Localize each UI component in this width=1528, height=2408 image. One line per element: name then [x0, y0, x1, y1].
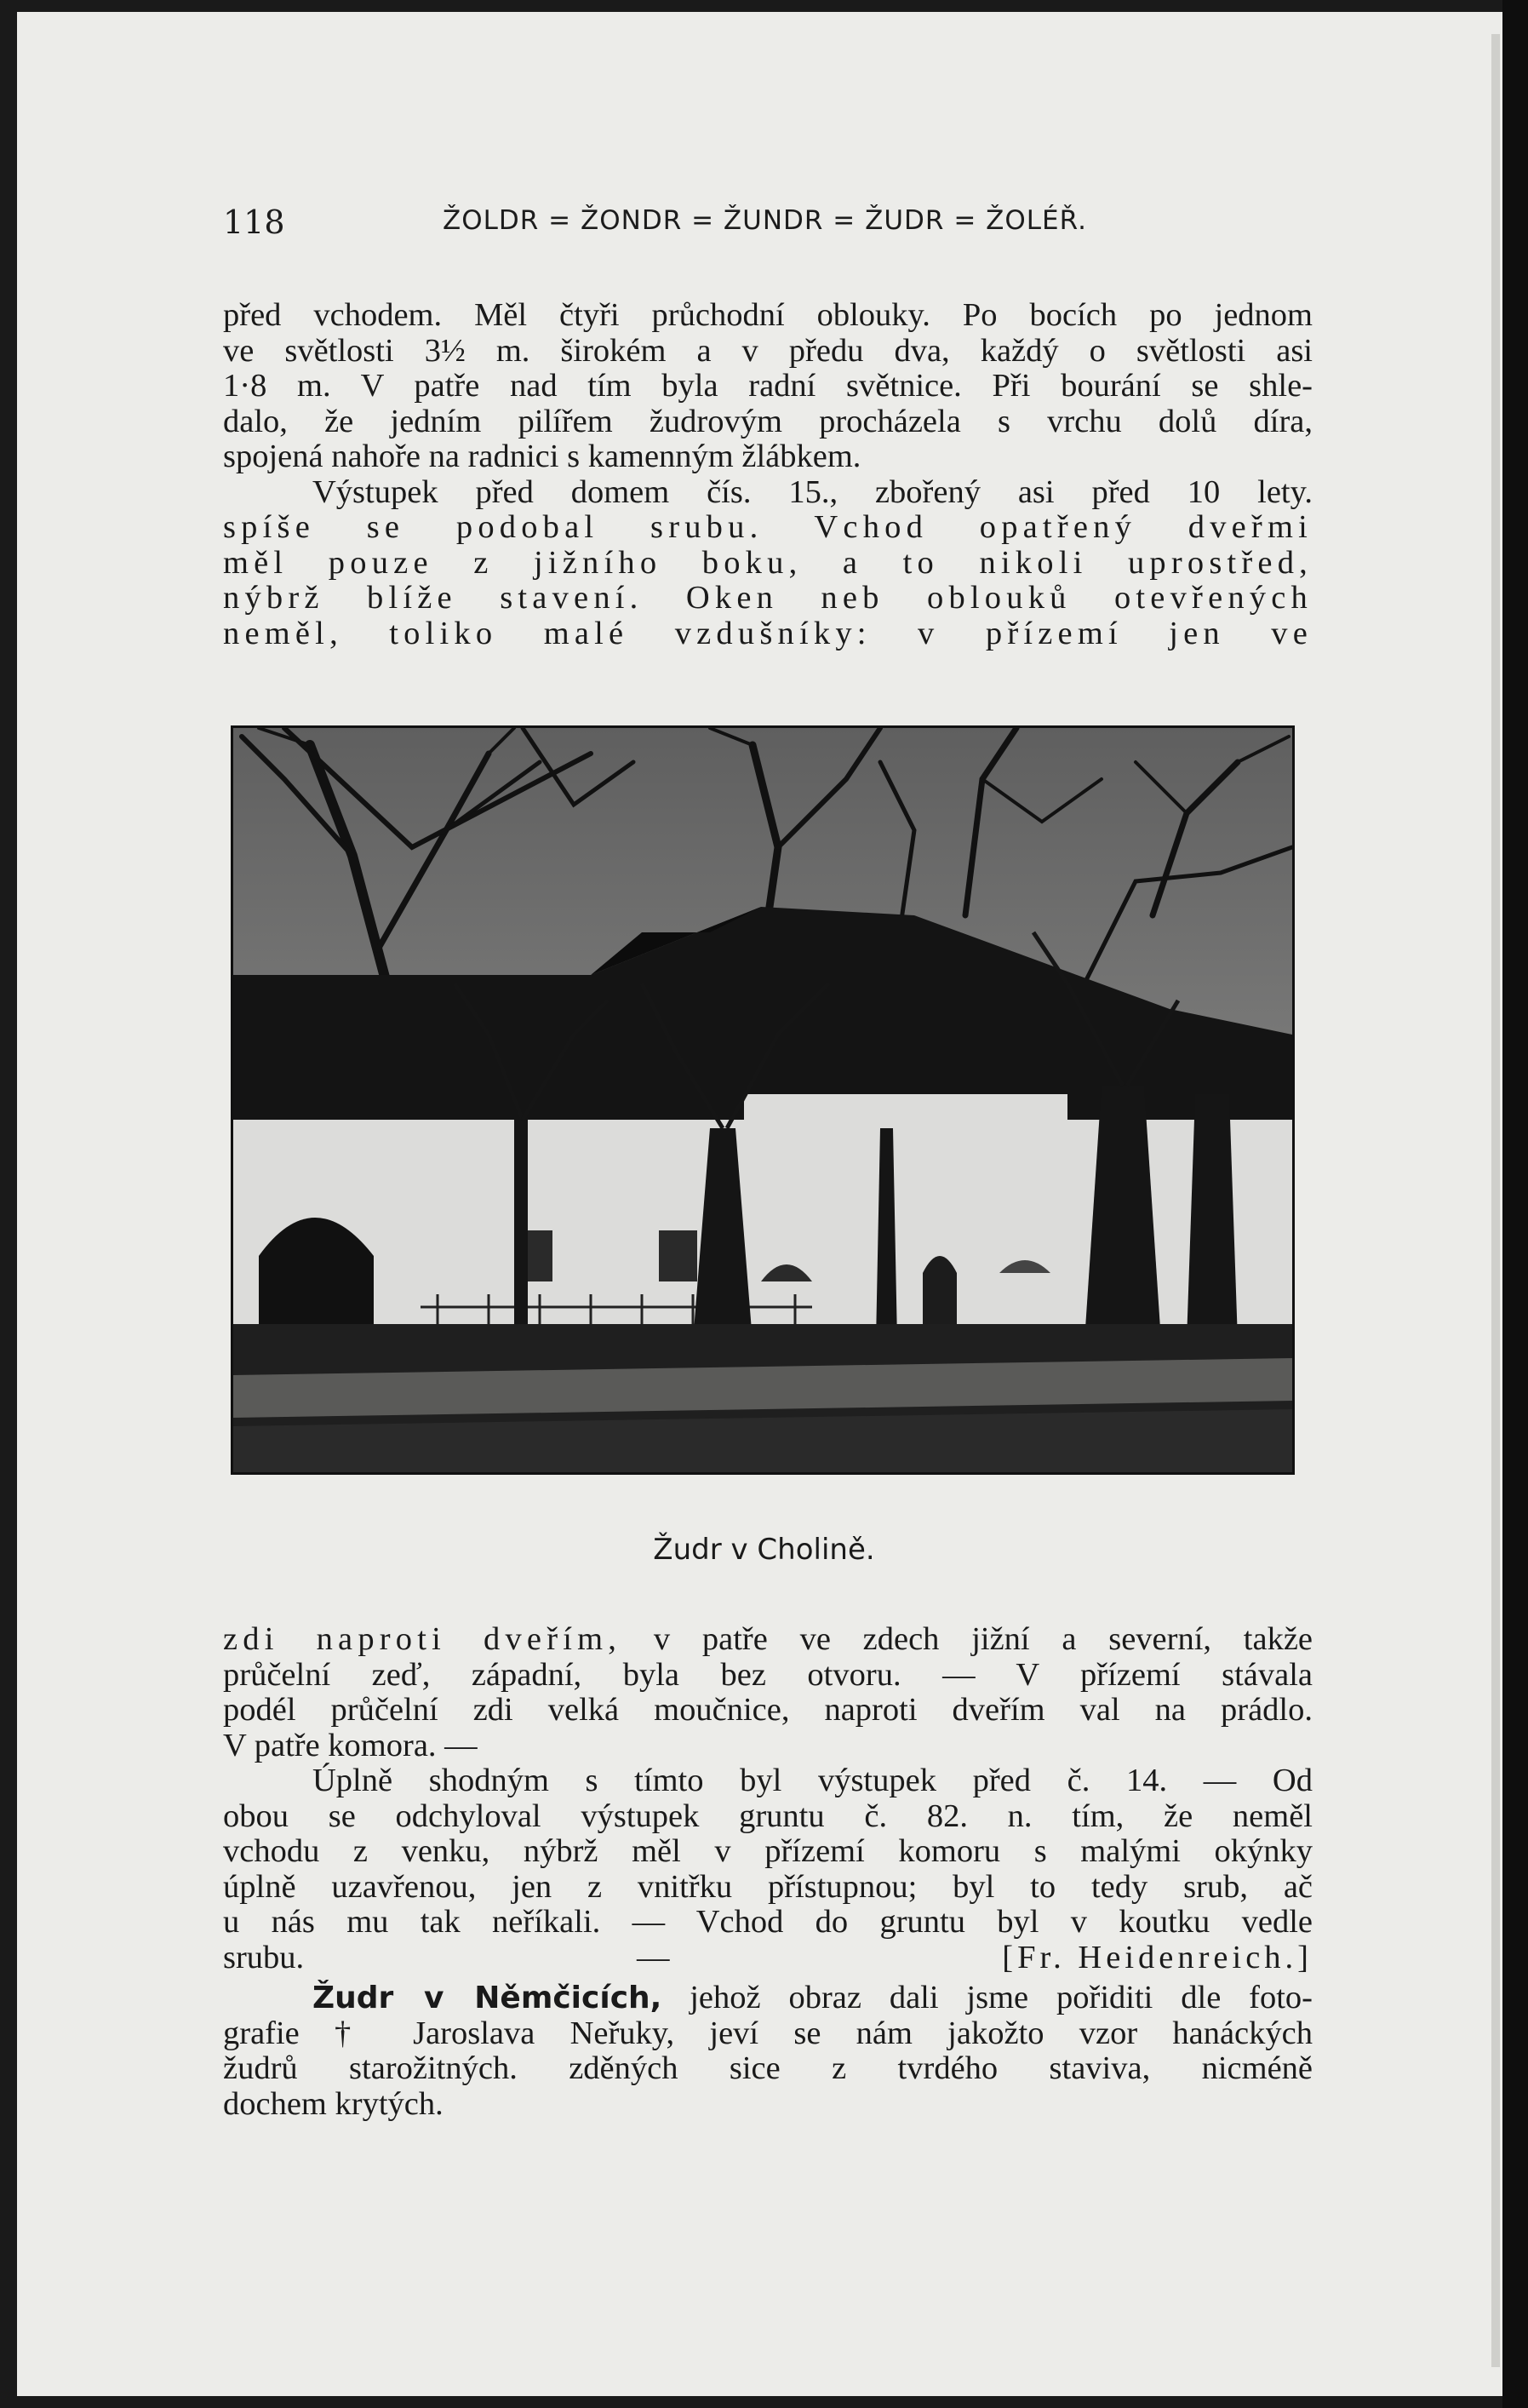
text-span: jehož obraz dali jsme pořiditi dle foto- [690, 1980, 1313, 2015]
text-line-spaced: spíše se podobal srubu. Vchod opatřený dveřmi [223, 509, 1313, 545]
text-line: dochem krytých. [223, 2085, 444, 2122]
text-line: obou se odchyloval výstupek gruntu č. 82. n. tím, že neměl [223, 1797, 1313, 1834]
text-line: V patře komora. — [223, 1727, 478, 1763]
page-edge-strip [1491, 34, 1500, 2367]
text-line: grafie † Jaroslava Neřuky, jeví se nám jakožto vzor hanáckých [223, 2015, 1313, 2051]
text-line [223, 1981, 1313, 2016]
spaced-text: zdi naproti dveřím, [223, 1621, 622, 1657]
text-line: před vchodem. Měl čtyři průchodní oblouky. Po bocích po jednom [223, 297, 1313, 333]
text-line-spaced: neměl, toliko malé vzdušníky: v přízemí jen ve [223, 615, 1313, 651]
photo-illustration [233, 728, 1292, 1472]
bold-heading: Žudr v Němčicích, [312, 1981, 662, 2015]
text-span: v patře ve zdech jižní a severní, takže [653, 1621, 1313, 1657]
text-line: spojená nahoře na radnici s kamenným žlábkem. [223, 439, 861, 474]
text-line: Úplně shodným s tímto byl výstupek před č. 14. — Od [312, 1763, 1313, 1798]
text-line-spaced: měl pouze z jižního boku, a to nikoli uprostřed, [223, 544, 1313, 581]
text-line: žudrů starožitných. zděných sice z tvrdého staviva, nicméně [223, 2050, 1313, 2086]
text-line: Výstupek před domem čís. 15., zbořený asi před 10 lety. [312, 473, 1313, 510]
text-line: 1·8 m. V patře nad tím byla radní světnice. Při bourání se shle- [223, 368, 1313, 404]
text-line: u nás mu tak neříkali. — Vchod do gruntu byl v koutku vedle [223, 1904, 1313, 1940]
paragraph-1 [223, 298, 1313, 651]
text-line [223, 1941, 1313, 1976]
text-line: ve světlosti 3½ m. širokém a v předu dva, každý o světlosti asi [223, 332, 1313, 369]
page-header [223, 200, 1324, 243]
page-number: 118 [223, 204, 285, 241]
text-span: srubu. — [223, 1939, 670, 1975]
text-line: úplně uzavřenou, jen z vnitřku přístupnou; byl to tedy srub, ač [223, 1868, 1313, 1905]
scan-border [1502, 0, 1528, 2408]
text-line [223, 1622, 1313, 1658]
text-line-spaced: nýbrž blíže stavení. Oken neb oblouků otevřených [223, 580, 1313, 616]
figure-caption: Žudr v Cholině. [653, 1533, 875, 1567]
text-line: průčelní zeď, západní, byla bez otvoru. — V přízemí stávala [223, 1656, 1313, 1693]
paragraph-2 [223, 1622, 1313, 2122]
text-line: podél průčelní zdi velká moučnice, naproti dveřím val na prádlo. [223, 1692, 1313, 1728]
text-line: vchodu z venku, nýbrž měl v přízemí komoru s malými okýnky [223, 1833, 1313, 1869]
author-signature: [Fr. Heidenreich.] [1002, 1939, 1313, 1975]
text-line: dalo, že jedním pilířem žudrovým procházela s vrchu dolů díra, [223, 403, 1313, 439]
running-title: ŽOLDR = ŽONDR = ŽUNDR = ŽUDR = ŽOLÉŘ. [443, 205, 1087, 236]
photo-zudr-cholina [231, 725, 1295, 1475]
